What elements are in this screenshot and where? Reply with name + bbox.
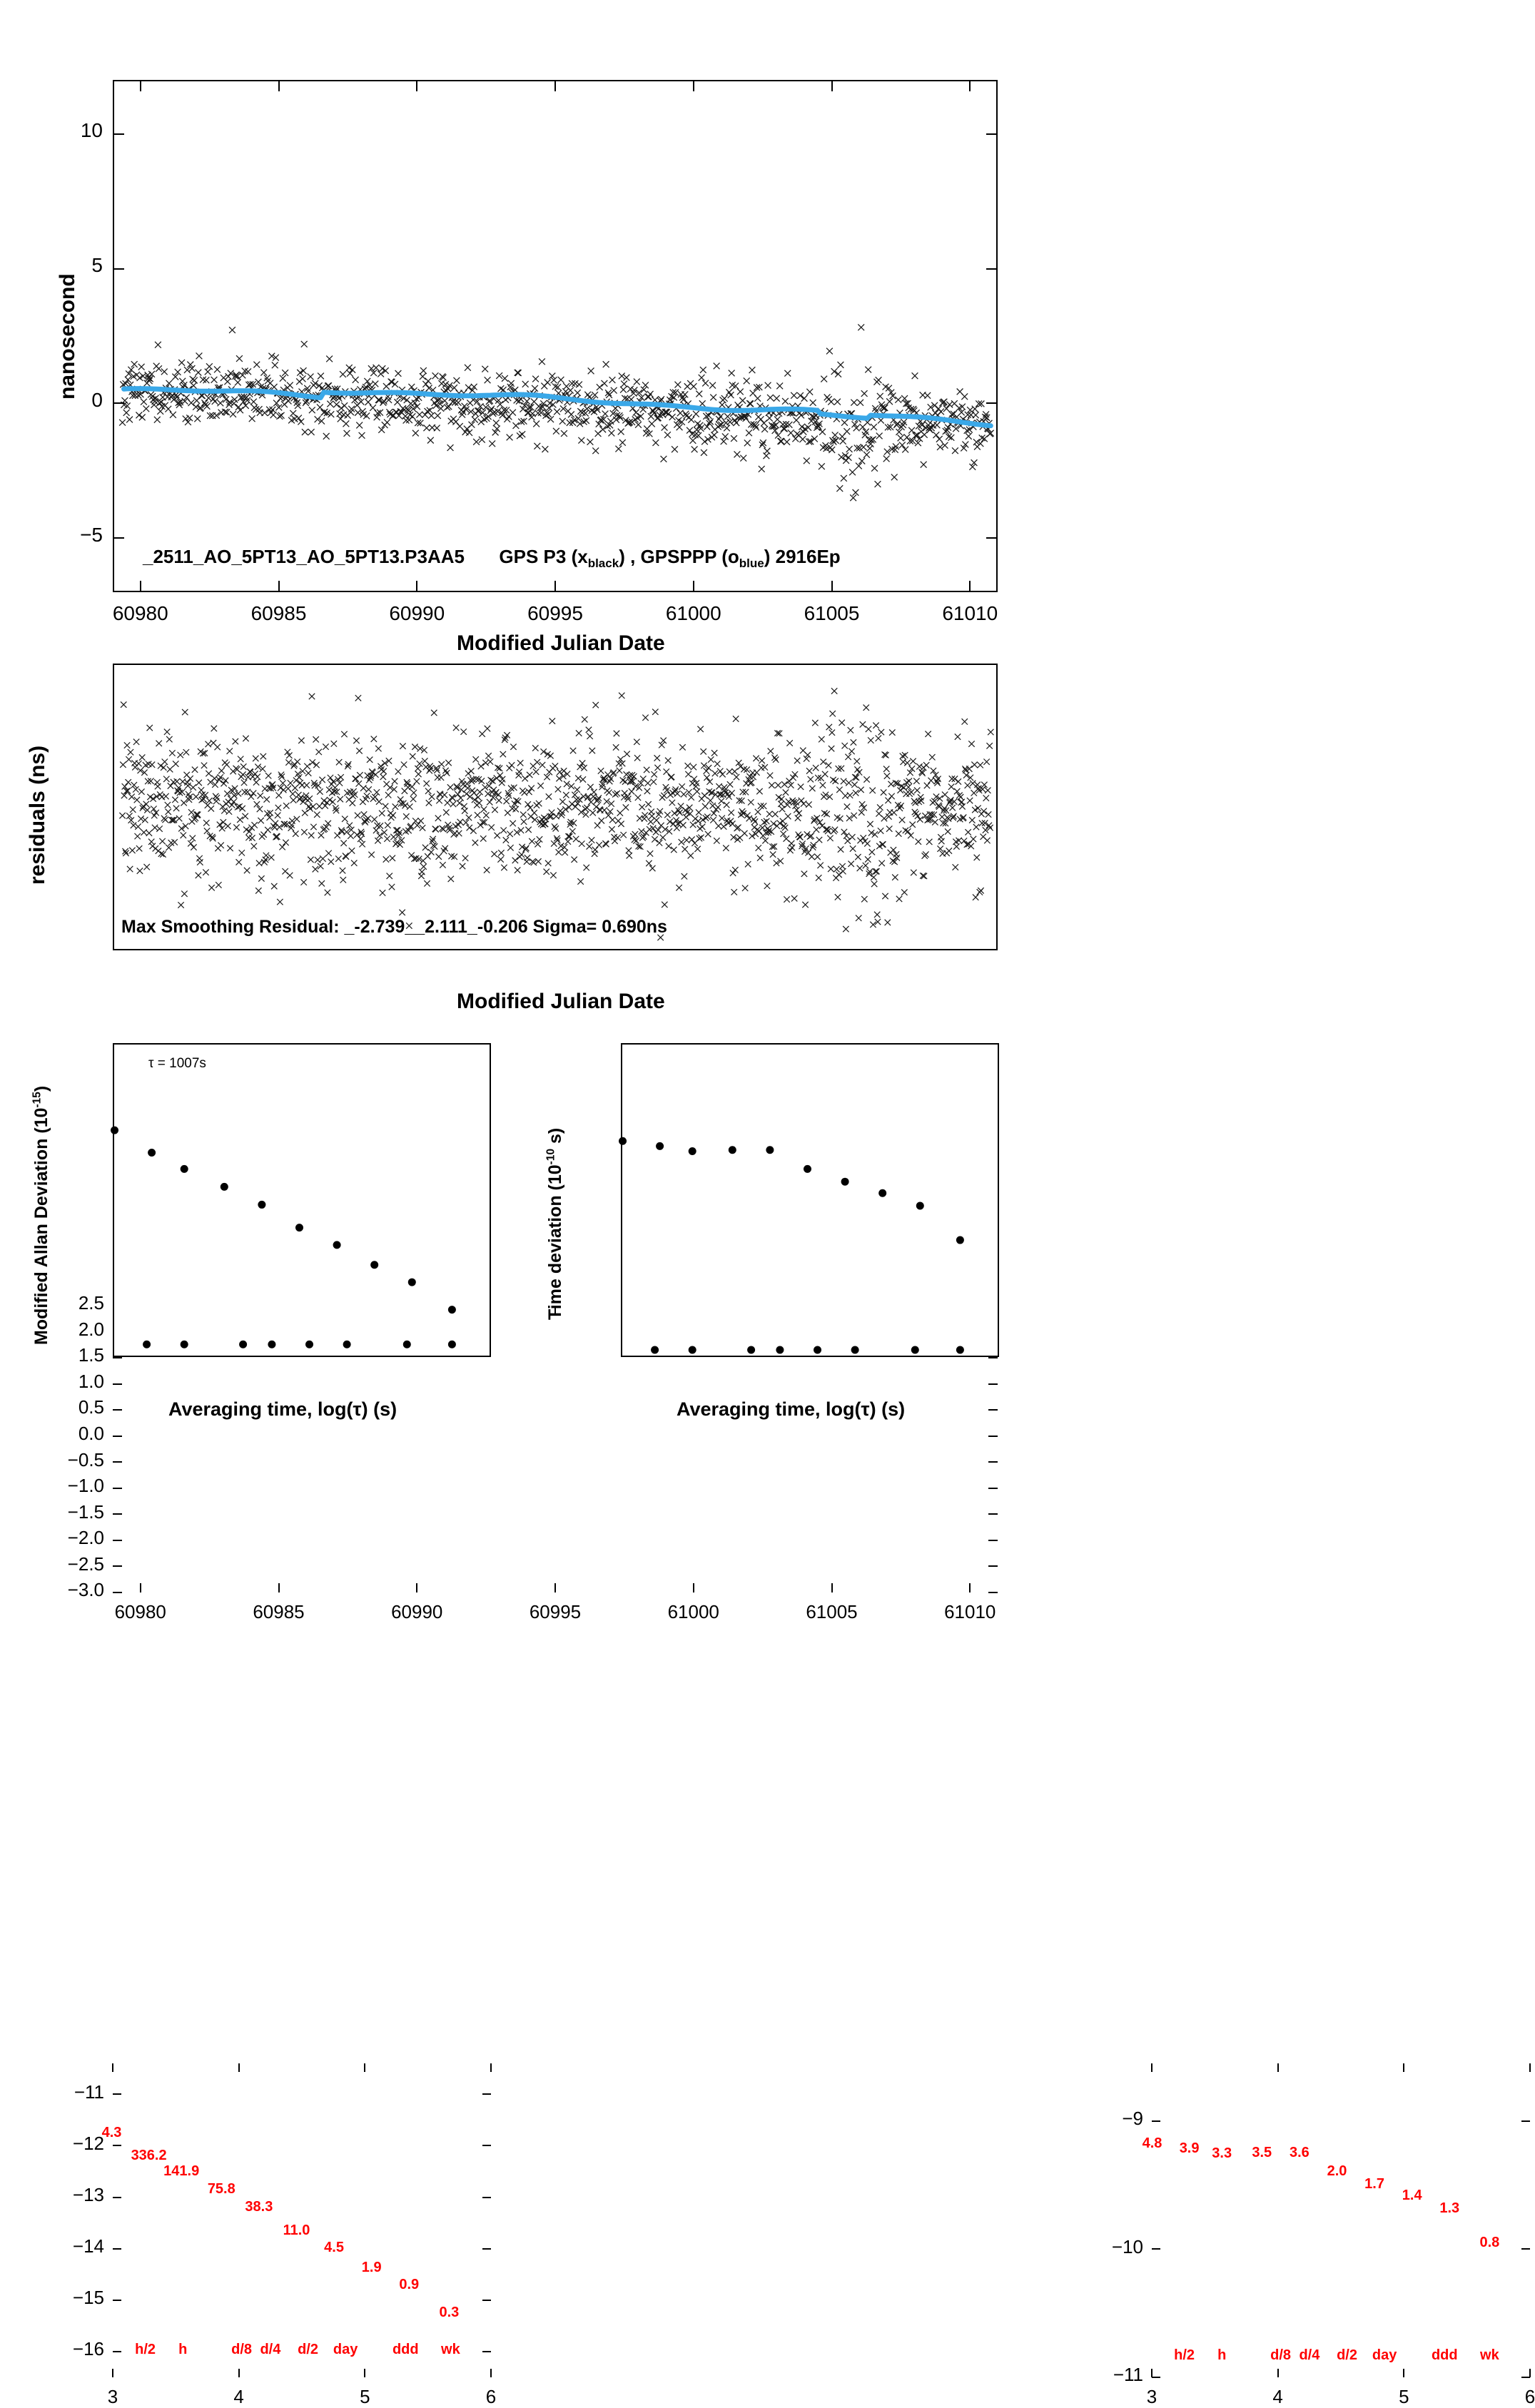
x-tick [364,2063,365,2072]
y-axis-label-residuals: residuals (ns) [26,746,50,885]
y-tick [113,2145,121,2146]
y-tick-label: −14 [73,2235,104,2257]
y-axis-label-mdev-text: Modified Allan Deviation $(10^{-15})$ [31,1086,51,1345]
x-tick [278,1583,280,1592]
point-value-label: 336.2 [131,2148,167,2164]
y-tick-label: 2.0 [78,1319,104,1341]
panel1-legend-blue-sub: blue [739,557,764,570]
x-tick [831,1583,833,1592]
y-tick-label: −1.0 [68,1475,104,1497]
y-tick [113,2248,121,2250]
x-tick [554,80,556,91]
point-value-label: 0.3 [439,2305,459,2321]
y-tick [113,1540,122,1541]
point-value-label: 4.8 [1143,2135,1162,2152]
y-tick [1521,2377,1530,2378]
x-tick [140,1583,141,1592]
y-tick [986,268,998,270]
y-tick-label: −3.0 [68,1579,104,1601]
panel-nanosecond [0,0,1062,642]
y-tick-label: −2.0 [68,1527,104,1549]
point-value-label: 1.4 [1402,2188,1422,2204]
y-tick [113,1513,122,1515]
y-tick-label: 0 [91,389,103,412]
panel1-legend-black-sub: black [588,557,619,570]
y-tick [986,133,998,135]
panel1-annotation [143,546,841,571]
x-tick [112,2369,113,2377]
tau-tag-label: day [333,2342,358,2358]
x-tick [140,80,141,91]
point-value-label: 4.3 [102,2125,122,2141]
y-tick [113,402,124,404]
x-tick [1403,2369,1404,2377]
panel2-annotation: Max Smoothing Residual: _-2.739__2.111_-0.206 Sigma= 0.690ns [121,917,667,938]
x-tick-label: 60980 [115,1601,166,1623]
x-tick-label: 61005 [806,1601,857,1623]
tau-tag-label: h/2 [135,2342,156,2358]
point-value-label: 2.0 [1327,2163,1347,2180]
point-value-label: 4.5 [324,2240,344,2256]
point-value-label: 3.5 [1252,2145,1272,2161]
y-tick-label: −11 [1113,2364,1143,2386]
x-tick-label: 61005 [804,602,860,625]
y-tick-label: −12 [73,2133,104,2155]
x-tick [969,80,971,91]
panel-mdev [0,1020,531,1502]
y-tick [113,2351,121,2352]
x-tick [693,80,694,91]
tau-tag-label: h/2 [1174,2347,1195,2364]
x-tick [831,80,833,91]
x-tick-label: 6 [1525,2386,1535,2408]
x-axis-label-tdev-text: Averaging time, log(τ) (s) [677,1398,905,1420]
tau-tag-label: h [1217,2347,1226,2364]
x-axis-label-tdev [677,1398,905,1421]
x-tick-label: 5 [1399,2386,1409,2408]
x-tick [238,2063,240,2072]
tau-tag-label: d/2 [1337,2347,1357,2364]
x-tick [278,581,280,592]
x-tick-label: 60995 [527,602,583,625]
tau-tag-label: wk [441,2342,460,2358]
y-tick [113,2197,121,2198]
tau-tag-label: d/4 [260,2342,280,2358]
y-tick-label: −1.5 [68,1501,104,1523]
point-value-label: 3.6 [1290,2145,1309,2161]
x-tick [1151,2063,1152,2072]
x-tick-label: 60980 [113,602,168,625]
panel3-corner-note: τ = 1007s [148,1056,206,1072]
tau-tag-label: d/2 [298,2342,318,2358]
plot-area-nanosecond [113,80,998,592]
point-value-label: 3.3 [1212,2145,1232,2162]
point-value-label: 1.3 [1439,2200,1459,2217]
x-tick [969,1583,971,1592]
x-axis-label-mdev-text: Averaging time, log(τ) (s) [168,1398,397,1420]
x-axis-label-mdev [168,1398,397,1421]
point-value-label: 141.9 [163,2163,199,2180]
x-tick [1529,2063,1531,2072]
plot-area-mdev [113,1043,491,1357]
y-tick-label: 10 [81,119,103,142]
y-tick [986,537,998,539]
panel-tdev [531,1020,1062,1502]
y-tick [986,402,998,404]
y-tick [113,1592,122,1593]
y-axis-label-tdev [545,1128,566,1320]
x-tick-label: 60990 [389,602,445,625]
y-tick [482,2093,491,2095]
y-tick-label: −15 [73,2287,104,2309]
tau-tag-label: day [1372,2347,1397,2364]
x-tick [831,581,833,592]
x-tick-label: 6 [486,2386,496,2408]
x-tick-label: 60985 [251,602,307,625]
y-tick-label: 5 [91,254,103,277]
y-tick [113,268,124,270]
panel-residuals [0,642,1062,1020]
x-tick-label: 61010 [942,602,998,625]
x-tick [490,2063,492,2072]
y-tick [1152,2248,1160,2250]
x-tick [416,1583,417,1592]
figure-canvas [0,0,1062,1502]
point-value-label: 0.9 [399,2277,419,2293]
panel1-epochs: 2916Ep [776,546,841,567]
x-axis-label-residuals: Modified Julian Date [457,990,665,1014]
x-tick [554,581,556,592]
x-tick [490,2369,492,2377]
x-tick [238,2369,240,2377]
y-tick [482,2248,491,2250]
tau-tag-label: d/8 [1270,2347,1291,2364]
tau-tag-label: ddd [1432,2347,1458,2364]
x-tick [969,581,971,592]
y-tick [482,2145,491,2146]
y-tick [1521,2120,1530,2122]
x-tick [1403,2063,1404,2072]
x-tick [364,2369,365,2377]
y-tick [113,2300,121,2301]
y-tick [113,1565,122,1567]
x-tick-label: 61000 [666,602,721,625]
y-tick [113,2093,121,2095]
y-tick-label: 2.5 [78,1292,104,1314]
y-tick-label: 0.5 [78,1396,104,1418]
x-tick [693,581,694,592]
x-tick [416,581,417,592]
y-tick-label: 0.0 [78,1423,104,1445]
panel1-legend-black-end: ) , [619,546,635,567]
x-tick [416,80,417,91]
point-value-label: 3.9 [1180,2140,1200,2157]
point-value-label: 1.9 [362,2260,382,2276]
y-tick [482,2197,491,2198]
x-tick [140,581,141,592]
y-tick-label: 1.5 [78,1344,104,1366]
x-tick-label: 3 [1147,2386,1157,2408]
plot-area-tdev [621,1043,999,1357]
y-tick [988,1565,998,1567]
panel1-legend-blue: GPSPPP (o [641,546,739,567]
y-tick [988,1540,998,1541]
tau-tag-label: h [178,2342,187,2358]
y-tick-label: −0.5 [68,1449,104,1471]
point-value-label: 0.8 [1479,2235,1499,2251]
plot-area-residuals [113,664,998,950]
tau-tag-label: ddd [392,2342,419,2358]
point-value-label: 1.7 [1364,2176,1384,2193]
y-axis-label-tdev-text: Time deviation ($10^{-10}$ s) [545,1128,565,1320]
x-tick-label: 3 [108,2386,118,2408]
y-axis-label-mdev [31,1086,52,1345]
y-tick-label: −16 [73,2338,104,2360]
x-tick [1277,2063,1279,2072]
x-tick-label: 60990 [391,1601,442,1623]
tau-tag-label: wk [1480,2347,1499,2364]
x-tick-label: 4 [233,2386,243,2408]
y-tick [1152,2120,1160,2122]
panel1-legend-black: GPS P3 (x [499,546,587,567]
y-tick [482,2351,491,2352]
y-tick [1152,2377,1160,2378]
tau-tag-label: d/8 [231,2342,252,2358]
y-axis-label-nanosecond: nanosecond [56,273,80,400]
y-tick-label: 1.0 [78,1371,104,1393]
x-tick [554,1583,556,1592]
x-tick-label: 4 [1272,2386,1282,2408]
point-value-label: 38.3 [245,2199,273,2215]
x-tick-label: 5 [360,2386,370,2408]
y-tick-label: −13 [73,2184,104,2206]
y-tick [1521,2248,1530,2250]
y-tick-label: −11 [74,2081,104,2103]
y-tick-label: −5 [80,524,103,547]
y-tick-label: −9 [1122,2108,1143,2130]
y-tick-label: −10 [1112,2236,1143,2258]
x-tick [693,1583,694,1592]
x-tick-label: 60985 [253,1601,304,1623]
y-tick [482,2300,491,2301]
tau-tag-label: d/4 [1299,2347,1319,2364]
x-axis-label-nanosecond: Modified Julian Date [457,631,665,656]
x-tick-label: 61000 [668,1601,719,1623]
point-value-label: 11.0 [283,2222,310,2239]
x-tick [278,80,280,91]
panel1-legend-blue-end: ) [764,546,771,567]
panel1-file-label: _2511_AO_5PT13_AO_5PT13.P3AA5 [143,546,465,567]
y-tick [113,537,124,539]
y-tick-label: −2.5 [68,1553,104,1575]
y-tick [988,1513,998,1515]
x-tick-label: 61010 [944,1601,996,1623]
x-tick-label: 60995 [530,1601,581,1623]
x-tick [112,2063,113,2072]
y-tick [988,1592,998,1593]
y-tick [113,133,124,135]
point-value-label: 75.8 [208,2181,235,2198]
x-tick [1277,2369,1279,2377]
